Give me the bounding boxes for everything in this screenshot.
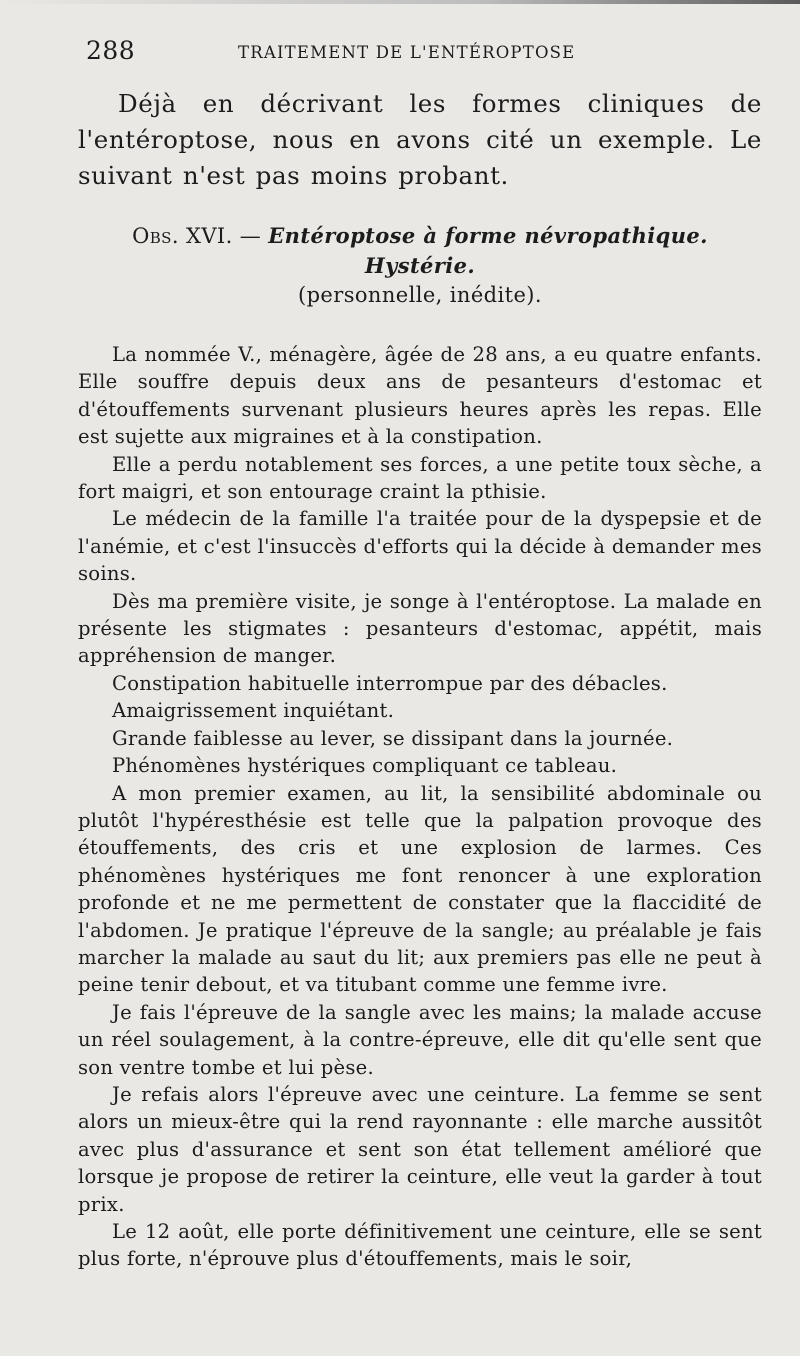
observation-source: (personnelle, inédite).	[298, 283, 542, 307]
paragraph: La nommée V., ménagère, âgée de 28 ans, a eu quatre enfants. Elle souffre depuis deux ans de pesanteurs d'estomac et d'étouffements survenant plusieurs heures après les repas. Elle est sujette aux migraines et à la constipation.	[78, 343, 762, 449]
paragraph: Constipation habituelle interrompue par des débacles.	[112, 671, 668, 695]
paragraph: Grande faiblesse au lever, se dissipant dans la journée.	[112, 726, 674, 750]
paragraph: Phénomènes hystériques compliquant ce tableau.	[112, 754, 618, 778]
running-title: TRAITEMENT DE L'ENTÉROPTOSE	[238, 43, 576, 62]
observation-label: Obs. XVI.	[132, 224, 233, 248]
intro-paragraph: Déjà en décrivant les formes cliniques de l'entéroptose, nous en avons cité un exemple. Le suivant n'est pas moins probant.	[78, 89, 762, 190]
paragraph: Elle a perdu notablement ses forces, a une petite toux sèche, a fort maigri, et son entourage craint la pthisie.	[78, 452, 762, 504]
page-top-edge	[0, 0, 800, 4]
paragraph: Le médecin de la famille l'a traitée pour de la dyspepsie et de l'anémie, et c'est l'insuccès d'efforts qui la décide à demander mes soins.	[78, 507, 762, 586]
paragraph: Je refais alors l'épreuve avec une ceinture. La femme se sent alors un mieux-être qui la rend rayonnante : elle marche aussitôt avec plus d'assurance et sent son état tellement amélioré que lorsque je propose de retirer la ceinture, elle veut la garder à tout prix.	[78, 1082, 762, 1216]
body-text	[78, 86, 762, 1273]
observation-dash: —	[239, 224, 262, 248]
paragraph: A mon premier examen, au lit, la sensibilité abdominale ou plutôt l'hypéresthésie est telle que la palpation provoque des étouffements, des cris et une explosion de larmes. Ces phénomènes hystériques me font renoncer à une exploration profonde et ne me permettent de constater que la flaccidité de l'abdomen. Je pratique l'épreuve de la sangle; au préalable je fais marcher la malade au saut du lit; aux premiers pas elle ne peut à peine tenir debout, et va titubant comme une femme ivre.	[78, 781, 762, 997]
observation-body	[78, 341, 762, 1273]
observation-title: Entéroptose à forme névropathique. Hystérie.	[268, 223, 708, 278]
page-number: 288	[86, 36, 136, 65]
paragraph: Je fais l'épreuve de la sangle avec les mains; la malade accuse un réel soulagement, à la contre-épreuve, elle dit qu'elle sent que son ventre tombe et lui pèse.	[78, 1000, 762, 1079]
paragraph: Dès ma première visite, je songe à l'entéroptose. La malade en présente les stigmates : pesanteurs d'estomac, appétit, mais appréhension de manger.	[78, 589, 762, 668]
paragraph: Le 12 août, elle porte définitivement une ceinture, elle se sent plus forte, n'éprouve plus d'étouffements, mais le soir,	[78, 1220, 762, 1271]
observation-heading	[78, 221, 762, 310]
running-header	[78, 36, 762, 72]
paragraph: Amaigrissement inquiétant.	[112, 699, 395, 723]
